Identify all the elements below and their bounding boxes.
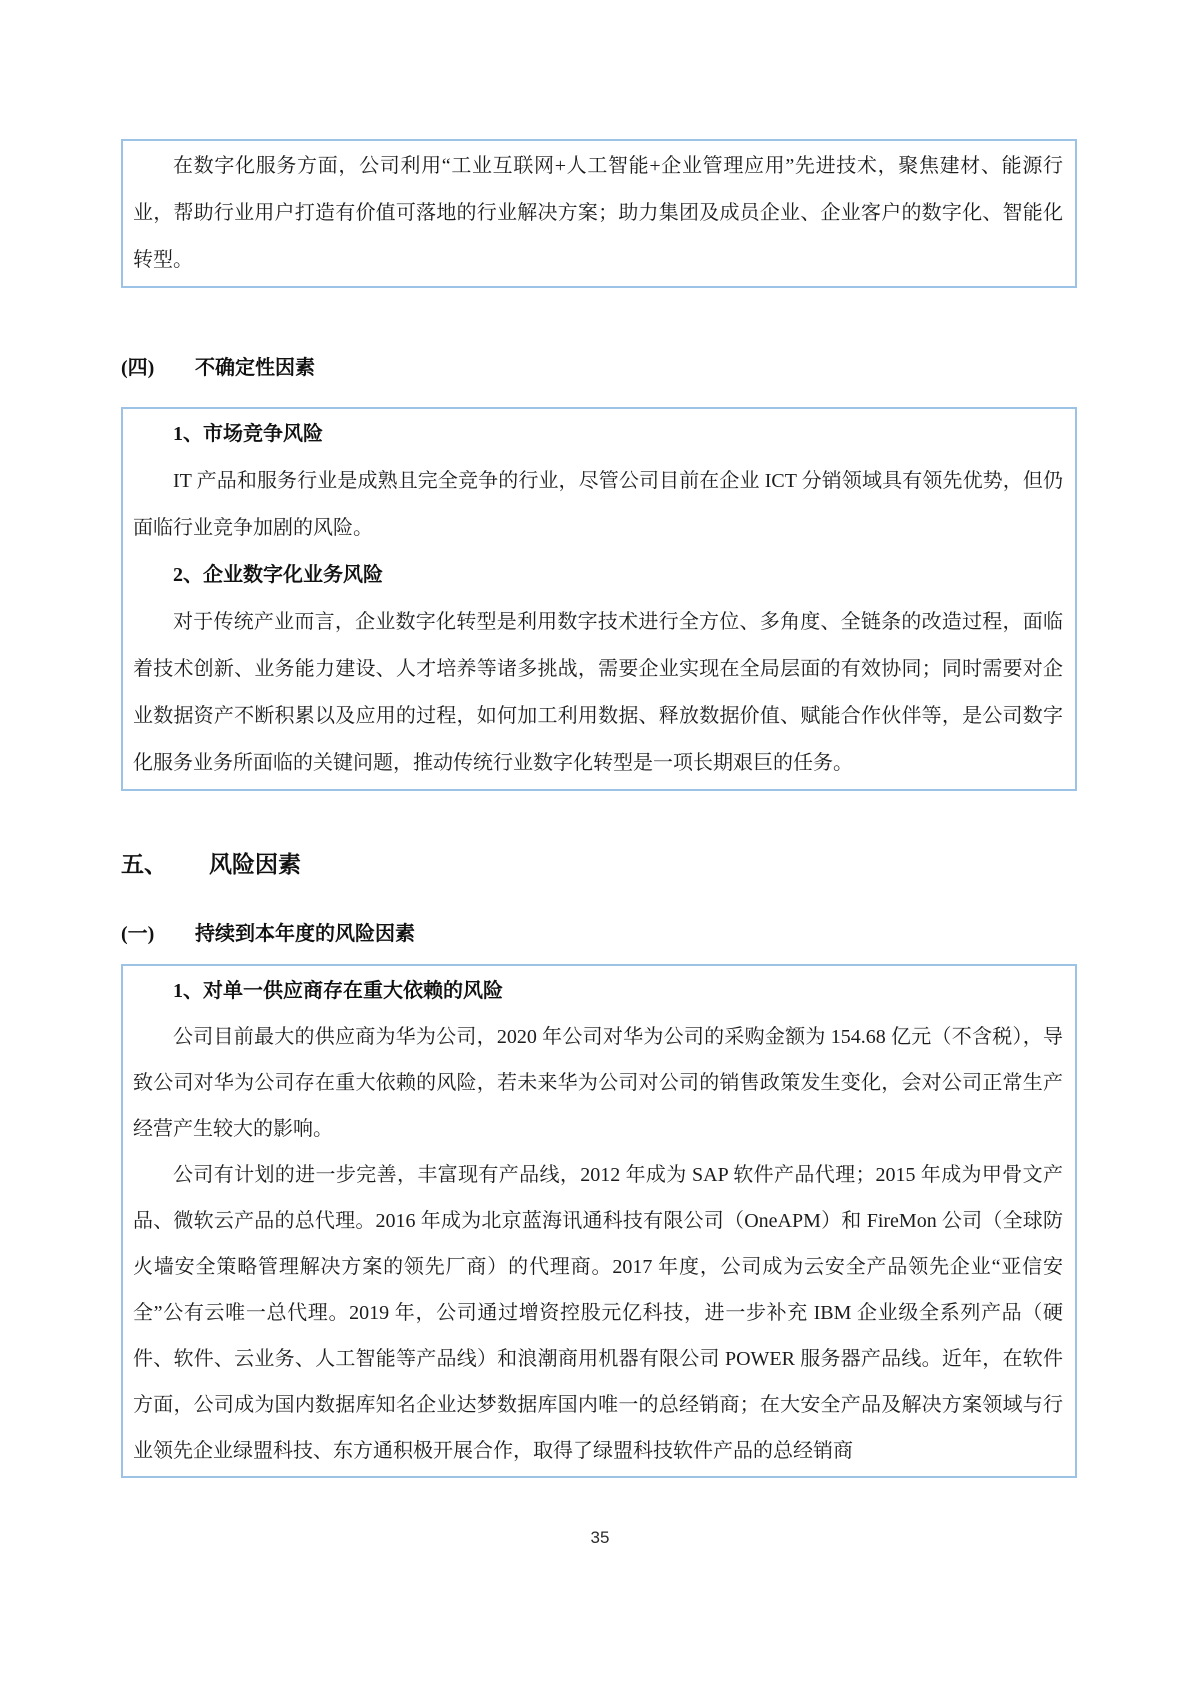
section-number: (一) (121, 923, 155, 945)
market-competition-risk-paragraph: IT 产品和服务行业是成熟且完全竞争的行业，尽管公司目前在企业 ICT 分销领域具有领先优势，但仍面临行业竞争加剧的风险。 (133, 470, 1063, 539)
section-title: 风险因素 (209, 852, 301, 877)
page-number: 35 (590, 1528, 610, 1547)
supplier-dependence-risk-paragraph-2: 公司有计划的进一步完善，丰富现有产品线，2012 年成为 SAP 软件产品代理；2015 年成为甲骨文产品、微软云产品的总代理。2016 年成为北京蓝海讯通科技有限公司（OneAPM）和 FireMon 公司（全球防火墙安全策略管理解决方案的领先厂商）的代理商。2017 年度，公司成为云安全产品领先企业“亚信安全”公有云唯一总代理。2019 年，公司通过增资控股元亿科技，进一步补充 IBM 企业级全系列产品（硬件、软件、云业务、人工智能等产品线）和浪潮商用机器有限公司 POWER 服务器产品线。近年，在软件方面，公司成为国内数据库知名企业达梦数据库国内唯一的总经销商；在大安全产品及解决方案领域与行业领先企业绿盟科技、东方通积极开展合作，取得了绿盟科技软件产品的总经销商 (133, 1164, 1063, 1462)
section-heading-uncertainty (121, 351, 315, 380)
digitalization-business-risk-subheading: 2、企业数字化业务风险 (173, 564, 383, 586)
section-title: 持续到本年度的风险因素 (195, 923, 415, 945)
digital-services-paragraph: 在数字化服务方面，公司利用“工业互联网+人工智能+企业管理应用”先进技术，聚焦建材、能源行业，帮助行业用户打造有价值可落地的行业解决方案；助力集团及成员企业、企业客户的数字化、智能化转型。 (133, 155, 1063, 271)
section-number: (四) (121, 357, 155, 379)
supplier-risk-box (121, 964, 1077, 1478)
uncertainty-box (121, 407, 1077, 791)
section-heading-continuing-risk (121, 917, 415, 946)
section-heading-risk-factors (121, 846, 301, 879)
supplier-dependence-risk-paragraph-1: 公司目前最大的供应商为华为公司，2020 年公司对华为公司的采购金额为 154.68 亿元（不含税），导致公司对华为公司存在重大依赖的风险，若未来华为公司对公司的销售政策发生变化，会对公司正常生产经营产生较大的影响。 (133, 1026, 1063, 1140)
section-title: 不确定性因素 (195, 357, 315, 379)
section-number: 五、 (121, 852, 167, 877)
supplier-dependence-risk-subheading: 1、对单一供应商存在重大依赖的风险 (173, 980, 503, 1002)
digitalization-business-risk-paragraph: 对于传统产业而言，企业数字化转型是利用数字技术进行全方位、多角度、全链条的改造过程，面临着技术创新、业务能力建设、人才培养等诸多挑战，需要企业实现在全局层面的有效协同；同时需要对企业数据资产不断积累以及应用的过程，如何加工利用数据、释放数据价值、赋能合作伙伴等，是公司数字化服务业务所面临的关键问题，推动传统行业数字化转型是一项长期艰巨的任务。 (133, 611, 1063, 774)
digital-services-box (121, 139, 1077, 288)
market-competition-risk-subheading: 1、市场竞争风险 (173, 423, 323, 445)
